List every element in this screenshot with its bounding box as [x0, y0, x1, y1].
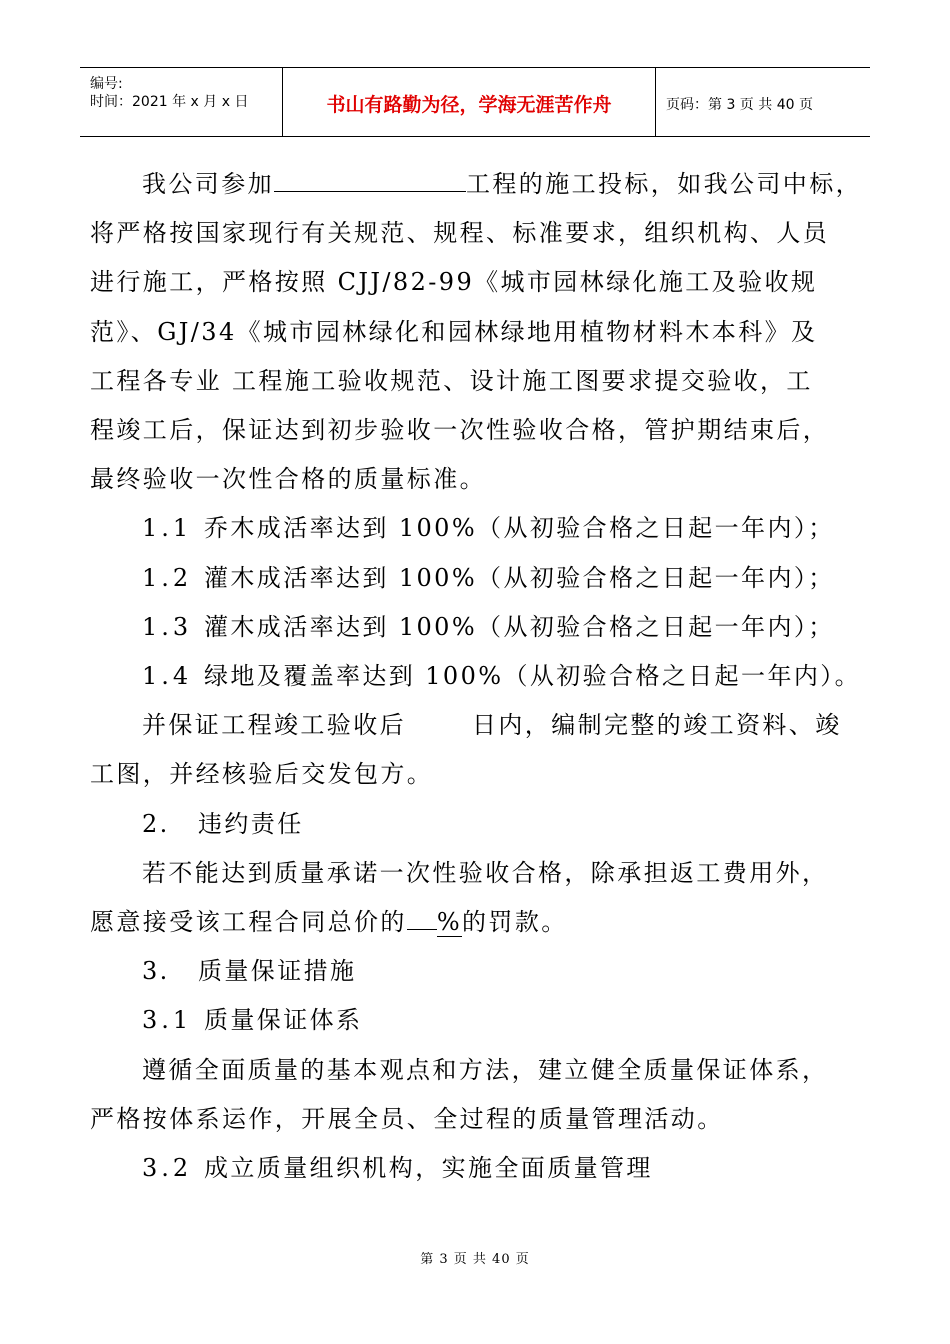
text-span: 的罚款。 [462, 908, 568, 937]
list-item [90, 504, 870, 553]
list-item [90, 603, 870, 652]
header-meta [80, 68, 282, 136]
paragraph-line: 最终验收一次性合格的质量标准。 [90, 465, 486, 494]
paragraph-line: 程竣工后，保证达到初步验收一次性验收合格，管护期结束后， [90, 416, 830, 445]
header-page-info: 页码：第 3 页 共 40 页 [666, 97, 813, 113]
paragraph-line: 若不能达到质量承诺一次性验收合格，除承担返工费用外， [142, 858, 829, 887]
list-item [90, 652, 870, 701]
text-span: 并保证工程竣工验收后 [142, 711, 406, 740]
section-heading-3-2 [90, 1144, 870, 1193]
paragraph-line: 严格按体系运作，开展全员、全过程的质量管理活动。 [90, 1104, 724, 1133]
paragraph-line: 工图，并经核验后交发包方。 [90, 760, 434, 789]
page-header [80, 67, 870, 137]
serial-label: 编号: [90, 76, 123, 92]
paragraph-penalty [90, 898, 870, 947]
paragraph-line: 范》、GJ/34《城市园林绿化和园林绿地用植物材料木本科》及 [90, 317, 818, 346]
paragraph-completion [90, 701, 870, 750]
section-heading-3-1 [90, 996, 870, 1045]
section-title: 质量保证措施 [198, 957, 357, 986]
header-motto-cell [282, 68, 656, 136]
section-number: 3. [142, 957, 170, 986]
paragraph-line: 将严格按国家现行有关规范、规程、标准要求，组织机构、人员 [90, 219, 830, 248]
section-number: 3.2 [142, 1154, 193, 1183]
paragraph-line: 进行施工，严格按照 CJJ/82-99《城市园林绿化施工及验收规 [90, 268, 818, 297]
paragraph-line: 工程各专业 工程施工验收规范、设计施工图要求提交验收，工 [90, 366, 813, 395]
section-number: 2. [142, 809, 170, 838]
paragraph-line: 遵循全面质量的基本观点和方法，建立健全质量保证体系， [142, 1055, 829, 1084]
item-text: 绿地及覆盖率达到 100%（从初验合格之日起一年内）。 [204, 662, 862, 691]
section-title: 成立质量组织机构，实施全面质量管理 [204, 1154, 653, 1183]
list-item [90, 554, 870, 603]
header-motto: 书山有路勤为径，学海无涯苦作舟 [326, 94, 612, 116]
item-text: 灌木成活率达到 100%（从初验合格之日起一年内）； [204, 563, 835, 592]
item-text: 灌木成活率达到 100%（从初验合格之日起一年内）； [204, 612, 835, 641]
section-number: 3.1 [142, 1006, 193, 1035]
item-number: 1.2 [142, 563, 193, 592]
paragraph-intro-first-line [90, 160, 870, 209]
percent-sign: % [436, 908, 463, 937]
text-span: 愿意接受该工程合同总价的 [90, 908, 407, 937]
section-heading-2 [90, 800, 870, 849]
item-text: 乔木成活率达到 100%（从初验合格之日起一年内）； [204, 514, 835, 543]
document-body [90, 160, 870, 1193]
text-span: 日内，编制完整的竣工资料、竣 [472, 711, 842, 740]
section-title: 质量保证体系 [204, 1006, 363, 1035]
section-heading-3 [90, 947, 870, 996]
item-number: 1.1 [142, 514, 193, 543]
item-number: 1.4 [142, 662, 193, 691]
header-page-cell [655, 68, 870, 136]
text-span: 我公司参加 [142, 170, 274, 198]
section-title: 违约责任 [198, 809, 304, 838]
fill-in-blank-percent [407, 906, 437, 930]
date-line: 时间：2021 年 x 月 x 日 [90, 94, 249, 110]
text-span: 工程的施工投标，如我公司中标， [466, 170, 862, 198]
item-number: 1.3 [142, 612, 193, 641]
page-footer: 第 3 页 共 40 页 [420, 1252, 530, 1267]
fill-in-blank-project [274, 168, 466, 192]
